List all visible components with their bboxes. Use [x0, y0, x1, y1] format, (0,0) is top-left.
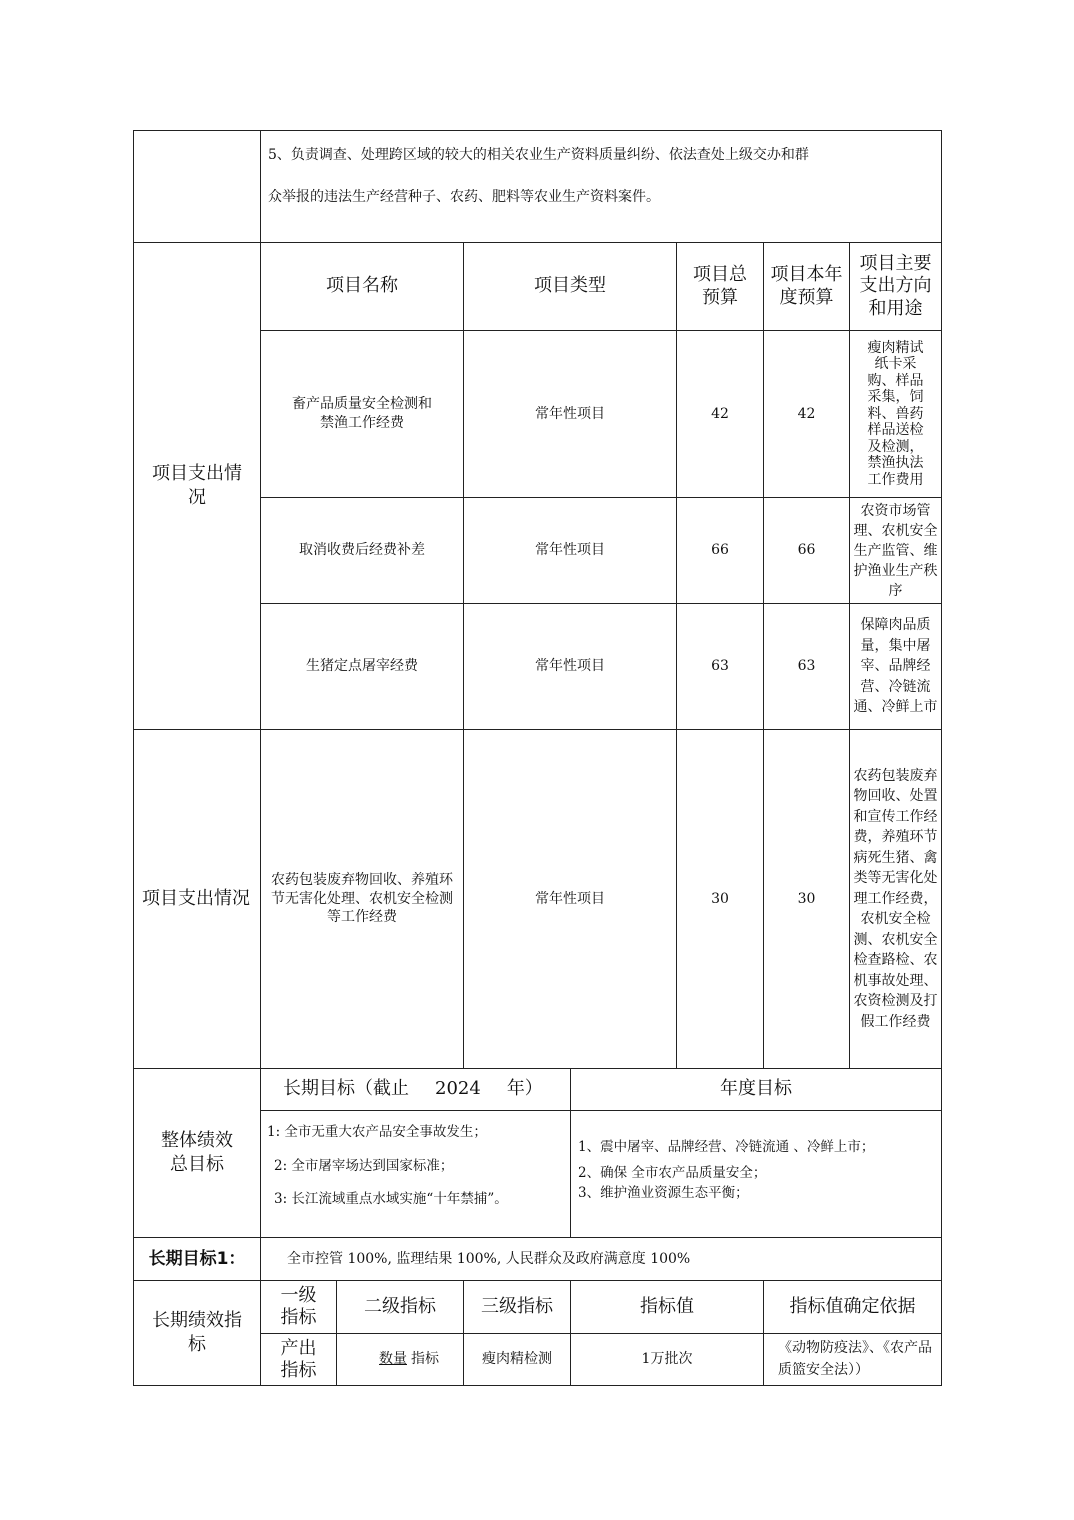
table-row-3-annual: 63 [797, 658, 816, 675]
annual-goal-header: 年度目标 [720, 1078, 792, 1100]
table-border-right [941, 130, 942, 1386]
table-row-2-total: 66 [711, 542, 729, 559]
table-row-2-purpose: 农资市场管理、农机安全生产监管、维护渔业生产秩序 [853, 502, 938, 599]
level2-underlined: 数量 [379, 1351, 407, 1368]
long-term-item-2: 2: 全市屠宰场达到国家标准； [274, 1158, 454, 1174]
table-row-4-type: 常年性项目 [535, 890, 605, 907]
long-term-item-3: 3: 长江流域重点水域实施“十年禁捕”。 [274, 1191, 508, 1207]
table-row-1-annual: 42 [797, 405, 816, 422]
table-row-3-total: 63 [711, 658, 729, 675]
table-row-4-annual: 30 [797, 890, 816, 907]
table-border-top [133, 130, 942, 131]
table-row-2-annual: 66 [797, 542, 816, 559]
indicators-label: 长期绩效指标 [152, 1309, 242, 1355]
long-term-year: 2024 [435, 1078, 481, 1100]
header-project-type: 项目类型 [534, 275, 606, 297]
header-level3: 三级指标 [481, 1295, 553, 1317]
long-term-suffix: 年） [506, 1078, 543, 1100]
table-row-3-name: 生猪定点屠宰经费 [306, 658, 418, 675]
table-row-1-name: 畜产品质量安全检测和禁渔工作经费 [292, 396, 432, 431]
table-border-bottom [133, 1385, 942, 1386]
annual-item-2: 2、确保 全市农产品质量安全； [578, 1165, 767, 1181]
indicator-row-value: 1万批次 [641, 1351, 693, 1368]
intro-line-2: 众举报的违法生产经营种子、农药、肥料等农业生产资料案件。 [268, 189, 660, 205]
table-row-3-type: 常年性项目 [535, 658, 605, 675]
table-row-2-name: 取消收费后经费补差 [299, 542, 425, 559]
annual-item-1: 1、震中屠宰、品牌经营、冷链流通 、冷鲜上市； [578, 1139, 875, 1155]
long-term-item-1: 1: 全市无重大农产品安全事故发生； [267, 1124, 487, 1140]
header-annual-budget: 项目本年度预算 [770, 264, 843, 308]
header-basis: 指标值确定依据 [789, 1295, 916, 1317]
long-goal-1-label: 长期目标1： [148, 1248, 246, 1269]
project-section-label: 项目支出情况 [152, 462, 242, 508]
long-term-goal-header [261, 1069, 570, 1110]
header-value: 指标值 [640, 1295, 694, 1317]
row-divider [260, 1110, 942, 1111]
table-row-3-purpose: 保障肉品质量，集中屠宰、品牌经营、冷链流通、冷鲜上市 [853, 617, 938, 716]
table-row-4-name: 农药包装废弃物回收、养殖环节无害化处理、农机安全检测等工作经费 [271, 871, 453, 926]
long-term-prefix: 长期目标（截止 [283, 1078, 409, 1100]
header-project-name: 项目名称 [326, 275, 398, 297]
header-level2: 二级指标 [364, 1295, 436, 1317]
table-row-1-purpose: 瘦肉精试纸卡采购、样品采集，饲料、兽药样品送检及检测，禁渔执法工作费用 [867, 339, 924, 488]
table-row-4-total: 30 [711, 890, 729, 907]
long-goal-1-text: 全市控管 100%, 监理结果 100%, 人民群众及政府满意度 100% [287, 1250, 691, 1267]
indicator-row-level1: 产出指标 [280, 1337, 317, 1381]
table-row-1-total: 42 [711, 405, 729, 422]
header-purpose: 项目主要支出方向和用途 [859, 252, 932, 319]
header-level1: 一级指标 [280, 1285, 317, 1328]
indicator-row-basis: 《动物防疫法》、《农产品质篮安全法）） [778, 1339, 932, 1378]
indicator-row-level2 [337, 1334, 463, 1385]
intro-line-1: 5、负责调查、处理跨区域的较大的相关农业生产资料质量纠纷、依法查处上级交办和群 [268, 147, 809, 163]
annual-item-3: 3、维护渔业资源生态平衡； [578, 1185, 749, 1201]
project-section-label-2: 项目支出情况 [142, 887, 250, 909]
table-row-1-type: 常年性项目 [535, 405, 605, 422]
table-row-2-type: 常年性项目 [535, 542, 605, 559]
table-row-4-purpose: 农药包装废弃物回收、处置和宣传工作经费，养殖环节病死生猪、禽类等无害化处理工作经费，农机安全检测、农机安全检查路检、农机事故处理、农资检测及打假工作经费 [853, 767, 938, 1030]
overall-goal-label: 整体绩效总目标 [161, 1129, 233, 1175]
header-total-budget: 项目总预算 [693, 264, 747, 308]
level2-suffix: 指标 [411, 1351, 439, 1368]
indicator-row-level3: 瘦肉精检测 [482, 1351, 552, 1368]
